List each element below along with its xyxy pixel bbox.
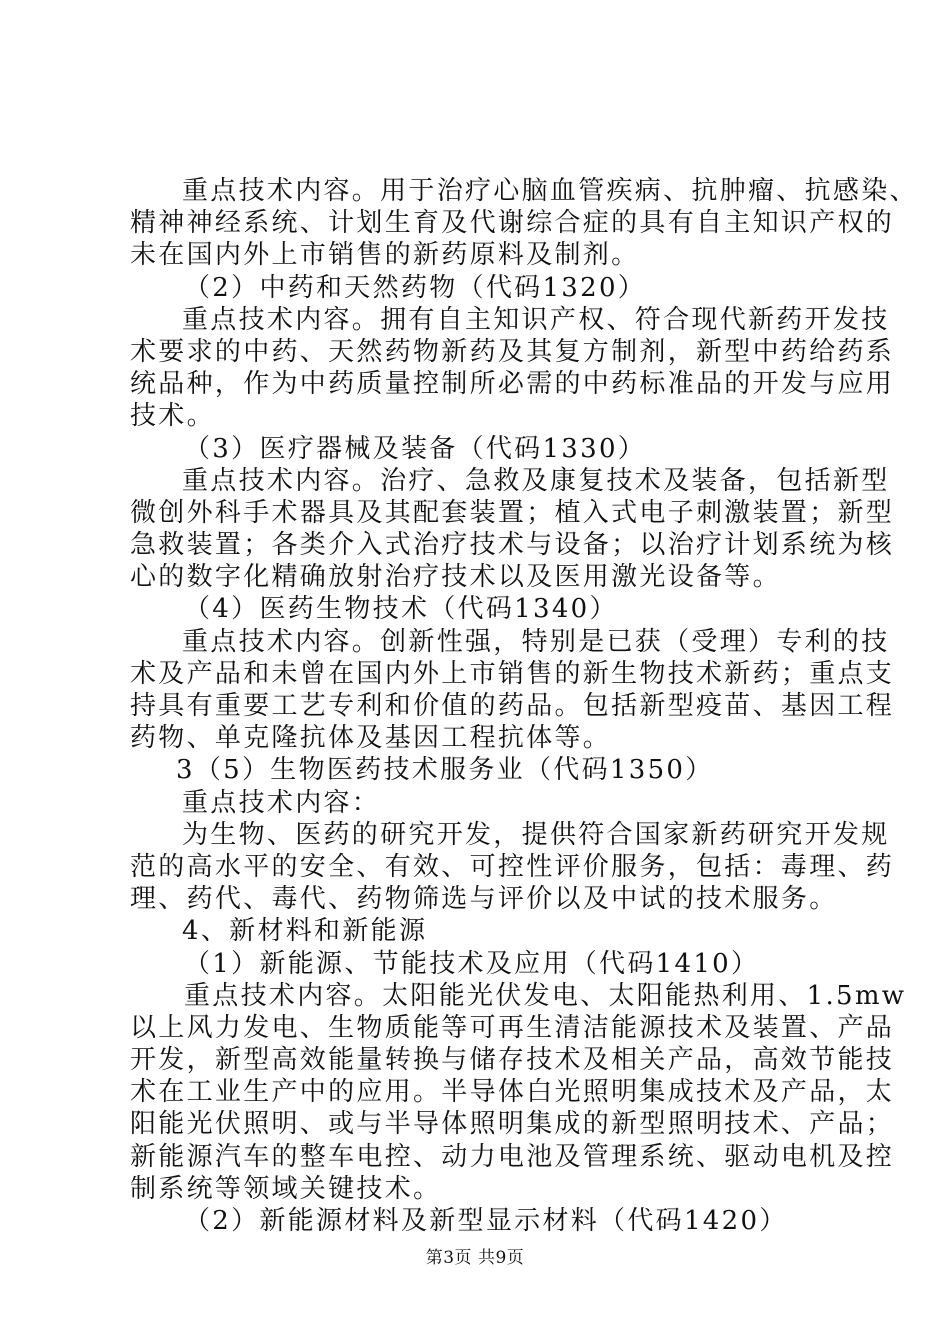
paragraph-line: 制系统等领域关键技术。 [130, 1173, 442, 1204]
paragraph-line: 理、药代、毒代、药物筛选与评价以及中试的技术服务。 [130, 884, 838, 915]
paragraph-line: 心的数字化精确放射治疗技术以及医用激光设备等。 [130, 562, 781, 593]
section-heading: （4）医药生物技术（代码1340） [184, 594, 618, 625]
paragraph-line: 术要求的中药、天然药物新药及其复方制剂，新型中药给药系 [130, 336, 895, 367]
paragraph-line: 持具有重要工艺专利和价值的药品。包括新型疫苗、基因工程 [130, 691, 895, 721]
paragraph-line: 未在国内外上市销售的新药原料及制剂。 [130, 240, 640, 271]
section-heading: （2）新能源材料及新型显示材料（代码1420） [184, 1206, 788, 1236]
paragraph-line: 开发，新型高效能量转换与储存技术及相关产品，高效节能技 [130, 1045, 895, 1076]
section-heading: （3）医疗器械及装备（代码1330） [184, 433, 647, 464]
paragraph-line: 为生物、医药的研究开发，提供符合国家新药研究开发规 [182, 819, 890, 850]
page-number-footer: 第3页 共9页 [425, 1248, 525, 1268]
paragraph-line: 以上风力发电、生物质能等可再生清洁能源技术及装置、产品 [130, 1012, 895, 1043]
document-body [130, 175, 918, 1237]
paragraph-line: 术在工业生产中的应用。半导体白光照明集成技术及产品，太 [130, 1077, 895, 1108]
section-heading: （2）中药和天然药物（代码1320） [184, 272, 647, 303]
paragraph-line: 药物、单克隆抗体及基因工程抗体等。 [130, 723, 612, 754]
paragraph-line: 术及产品和未曾在国内外上市销售的新生物技术新药；重点支 [130, 658, 895, 689]
section-heading: 3（5）生物医药技术服务业（代码1350） [176, 755, 714, 786]
section-heading: 4、新材料和新能源 [182, 916, 428, 947]
paragraph-line: 重点技术内容： [182, 787, 381, 818]
paragraph-line: 技术。 [130, 401, 215, 432]
paragraph-line: 统品种，作为中药质量控制所必需的中药标准品的开发与应用 [130, 369, 895, 400]
paragraph-line: 新能源汽车的整车电控、动力电池及管理系统、驱动电机及控 [130, 1141, 895, 1172]
paragraph-line: 重点技术内容。拥有自主知识产权、符合现代新药开发技 [182, 304, 890, 335]
paragraph-line: 急救装置；各类介入式治疗技术与设备；以治疗计划系统为核 [130, 530, 895, 561]
paragraph-line: 重点技术内容。太阳能光伏发电、太阳能热利用、1.5mw [184, 980, 907, 1011]
paragraph-line: 阳能光伏照明、或与半导体照明集成的新型照明技术、产品； [130, 1109, 895, 1140]
paragraph-line: 微创外科手术器具及其配套装置；植入式电子刺激装置；新型 [130, 497, 895, 528]
paragraph-line: 范的高水平的安全、有效、可控性评价服务，包括：毒理、药 [130, 851, 895, 882]
paragraph-line: 重点技术内容。创新性强，特别是已获（受理）专利的技 [182, 626, 890, 657]
section-heading: （1）新能源、节能技术及应用（代码1410） [184, 948, 760, 979]
paragraph-line: 重点技术内容。用于治疗心脑血管疾病、抗肿瘤、抗感染、 [182, 176, 918, 206]
paragraph-line: 精神神经系统、计划生育及代谢综合症的具有自主知识产权的 [130, 208, 895, 239]
paragraph-line: 重点技术内容。治疗、急救及康复技术及装备，包括新型 [182, 465, 890, 496]
